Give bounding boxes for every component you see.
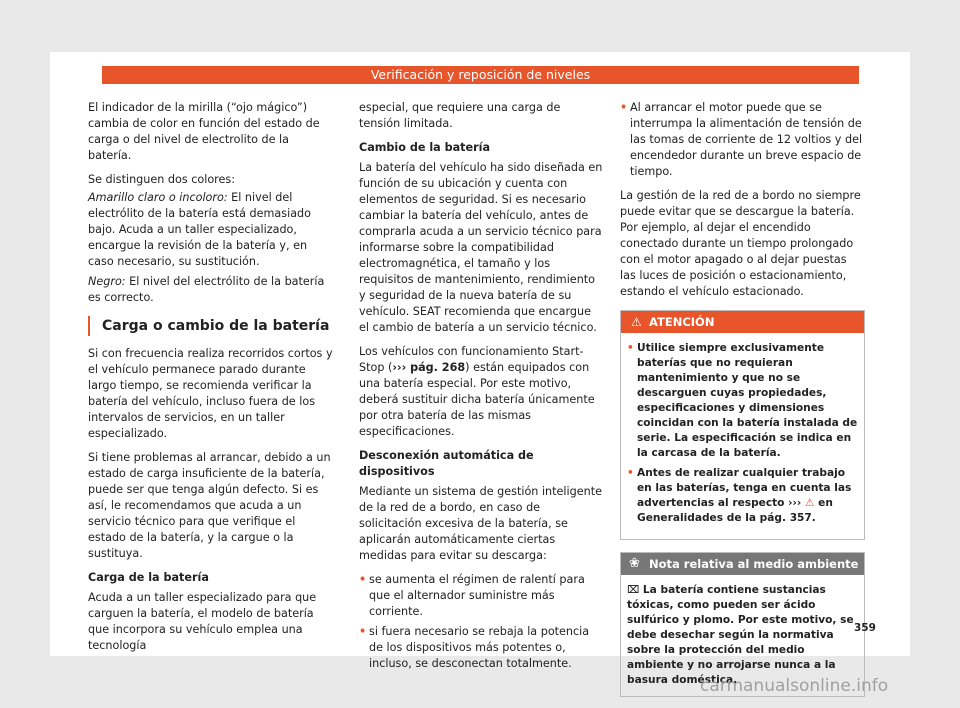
paragraph-text: Los vehículos con funcionamiento Start-Stop ( [359,345,584,374]
definition-term: Amarillo claro o incoloro: [88,191,228,204]
watermark: carmanualsonline.info [700,676,889,696]
bullet-icon: • [620,101,628,114]
warning-title: ATENCIÓN [649,315,715,329]
definition-item [88,274,333,306]
list-item [620,100,865,180]
list-item-text: se aumenta el régimen de ralentí para que el alternador suministre más corriente. [369,573,585,618]
warning-box [620,310,865,540]
list-item [359,572,604,620]
column-3 [620,100,865,697]
flower-icon: ❀ [629,556,640,571]
subheading: Cambio de la batería [359,141,491,154]
list-item-text: Utilice siempre exclusivamente baterías que no requieran mantenimiento y que no se descarguen cuyas propiedades, especificaciones y dimensiones coincidan con la batería instalada de serie. La especificación se indica en la carcasa de la batería. [637,342,858,459]
bullet-icon: • [627,342,634,354]
page-reference-link[interactable]: ››› pág. 268 [392,361,466,374]
recycle-bin-icon: ⌧ [627,584,640,596]
section-title: Carga o cambio de la batería [88,316,333,336]
list-item-text-part: en Generalidades de la pág. 357. [637,497,833,524]
subheading: Desconexión automática de dispositivos [359,449,534,478]
paragraph: La batería del vehículo ha sido diseñada en función de su ubicación y cuenta con elementos de seguridad. Si es necesario cambiar la batería del vehículo, antes de comprarla acuda a un servicio técnico para informarse sobre la compatibilidad electromagnética, el tamaño y los requisitos de mantenimiento, rendimiento y seguridad de la nueva batería de su vehículo. SEAT recomienda que encargue el cambio de batería a un servicio técnico. [359,161,603,334]
warning-triangle-icon: ⚠ [631,315,642,329]
environment-note-header [621,553,864,575]
paragraph: Si tiene problemas al arrancar, debido a un estado de carga insuficiente de la batería, puede ser que tenga algún defecto. Si es así, le recomendamos que acuda a un servicio técnico para que verifique el estado de la batería, y la cargue o la sustituya. [88,451,331,560]
paragraph: La gestión de la red de a bordo no siempre puede evitar que se descargue la batería. Por ejemplo, al dejar el encendido conectado durante un tiempo prolongado con el motor apagado o al dejar puestas las luces de posición o estacionamiento, estando el vehículo estacionado. [620,189,861,298]
page-header: Verificación y reposición de niveles [102,66,859,84]
paragraph-text: ) están equipados con una batería especial. Por este motivo, deberá sustituir dicha batería únicamente por otra batería de las mismas especificaciones. [359,361,595,438]
definition-text: El nivel del electrólito de la batería está demasiado bajo. Acuda a un taller especializado, encargue la revisión de la batería y, en caso necesario, su sustitución. [88,191,312,268]
page-number: 359 [854,622,876,634]
warning-header [621,311,864,333]
bullet-icon: • [359,573,367,586]
list-item [627,466,858,526]
environment-note-title: Nota relativa al medio ambiente [649,557,859,571]
bullet-icon: • [627,467,634,479]
list-item-text-part: Antes de realizar cualquier trabajo en las baterías, tenga en cuenta las advertencias al respecto ››› [637,467,852,509]
list-item-text: Al arrancar el motor puede que se interrumpa la alimentación de tensión de las tomas de corriente de 12 voltios y del encendedor durante un breve espacio de tiempo. [630,101,863,178]
subheading: Carga de la batería [88,571,209,584]
warning-triangle-icon: ⚠ [804,497,815,509]
paragraph [359,344,604,440]
bullet-icon: • [359,625,367,638]
column-1 [88,100,333,662]
environment-note-text: La batería contiene sustancias tóxicas, como pueden ser ácido sulfúrico y plomo. Por este motivo, se debe desechar según la normativa sobre la protección del medio ambiente y no arrojarse nunca a la basura doméstica. [627,584,854,686]
paragraph: Si con frecuencia realiza recorridos cortos y el vehículo permanece parado durante largo tiempo, se recomienda verificar la batería del vehículo, incluso fuera de los intervalos de servicios, en un taller especializado. [88,347,333,440]
paragraph: Se distinguen dos colores: [88,173,235,186]
list-item [627,341,858,461]
paragraph: El indicador de la mirilla (“ojo mágico”) cambia de color en función del estado de carga o del nivel de electrolito de la batería. [88,101,320,162]
column-2 [359,100,604,676]
definition-term: Negro: [88,275,126,288]
paragraph: especial, que requiere una carga de tensión limitada. [359,101,561,130]
list-item-text [637,466,858,526]
warning-body [621,333,864,539]
paragraph: Mediante un sistema de gestión inteligente de la red de a bordo, en caso de solicitación excesiva de la batería, se aplicarán automáticamente ciertas medidas para evitar su descarga: [359,485,602,562]
definition-text: El nivel del electrólito de la batería es correcto. [88,275,325,304]
paragraph: Acuda a un taller especializado para que carguen la batería, el modelo de batería que incorpora su vehículo emplea una tecnología [88,591,317,652]
definition-item [88,190,333,270]
list-item-text: si fuera necesario se rebaja la potencia de los dispositivos más potentes o, incluso, se desconectan totalmente. [369,625,590,670]
list-item [359,624,604,672]
